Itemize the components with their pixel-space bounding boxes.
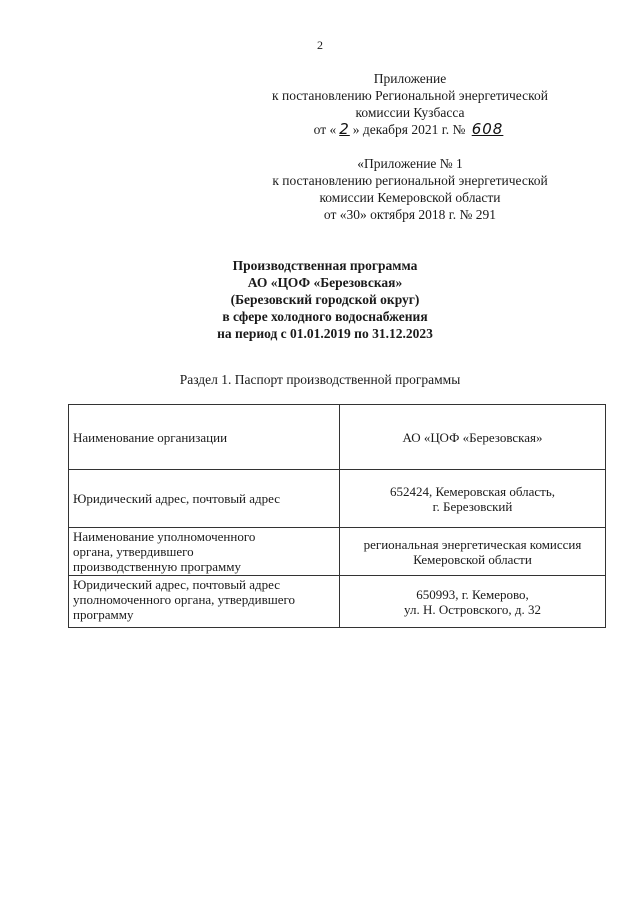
title-line: в сфере холодного водоснабжения (222, 309, 428, 324)
title-line: Производственная программа (232, 258, 418, 273)
table-row (69, 576, 606, 628)
cell-line: программу (73, 607, 134, 622)
cell-line: производственную программу (73, 559, 242, 574)
appendix-title: «Приложение № 1 (357, 156, 463, 171)
appendix-date-line: от «30» октября 2018 г. № 291 (323, 207, 497, 222)
table-row (69, 528, 606, 576)
label-cell (69, 576, 340, 628)
cell-line: АО «ЦОФ «Березовская» (402, 429, 543, 445)
appendix-date-line (240, 121, 580, 138)
date-mid: » декабря 2021 г. № (352, 122, 466, 137)
value-cell (340, 576, 606, 628)
cell-line: 650993, г. Кемерово, (416, 586, 529, 602)
value-cell (340, 405, 606, 470)
appendix-line: комиссии Кузбасса (355, 105, 465, 120)
cell-line: 652424, Кемеровская область, (389, 483, 556, 499)
cell-line: Наименование организации (73, 429, 228, 445)
value-cell (340, 528, 606, 576)
handwritten-day: 2 (339, 120, 350, 138)
appendix-title: Приложение (373, 71, 447, 86)
appendix-line: комиссии Кемеровской области (319, 190, 501, 205)
title-line: АО «ЦОФ «Березовская» (247, 275, 403, 290)
appendix-line: к постановлению Региональной энергетической (272, 88, 548, 103)
label-cell (69, 470, 340, 528)
handwritten-number: 608 (471, 120, 504, 138)
cell-line: Кемеровской области (413, 551, 532, 567)
table-row (69, 470, 606, 528)
cell-line: Наименование уполномоченного (73, 529, 256, 544)
cell-line: региональная энергетическая комиссия (363, 536, 582, 552)
title-line: (Березовский городской округ) (230, 292, 420, 307)
label-cell (69, 405, 340, 470)
cell-line: ул. Н. Островского, д. 32 (404, 601, 541, 617)
label-cell (69, 528, 340, 576)
document-title (150, 257, 500, 342)
appendix-header (240, 70, 580, 138)
value-cell (340, 470, 606, 528)
passport-table (68, 404, 606, 628)
cell-line: органа, утвердившего (73, 544, 194, 559)
cell-line: г. Березовский (432, 498, 513, 514)
original-appendix-header (240, 155, 580, 223)
cell-line: Юридический адрес, почтовый адрес (73, 577, 281, 592)
page-number: 2 (317, 38, 323, 52)
section-heading: Раздел 1. Паспорт производственной программы (179, 372, 461, 387)
date-prefix: от « (313, 122, 337, 137)
appendix-line: к постановлению региональной энергетической (272, 173, 548, 188)
title-line: на период с 01.01.2019 по 31.12.2023 (217, 326, 433, 341)
cell-line: уполномоченного органа, утвердившего (73, 592, 296, 607)
table-row (69, 405, 606, 470)
cell-line: Юридический адрес, почтовый адрес (73, 491, 281, 506)
